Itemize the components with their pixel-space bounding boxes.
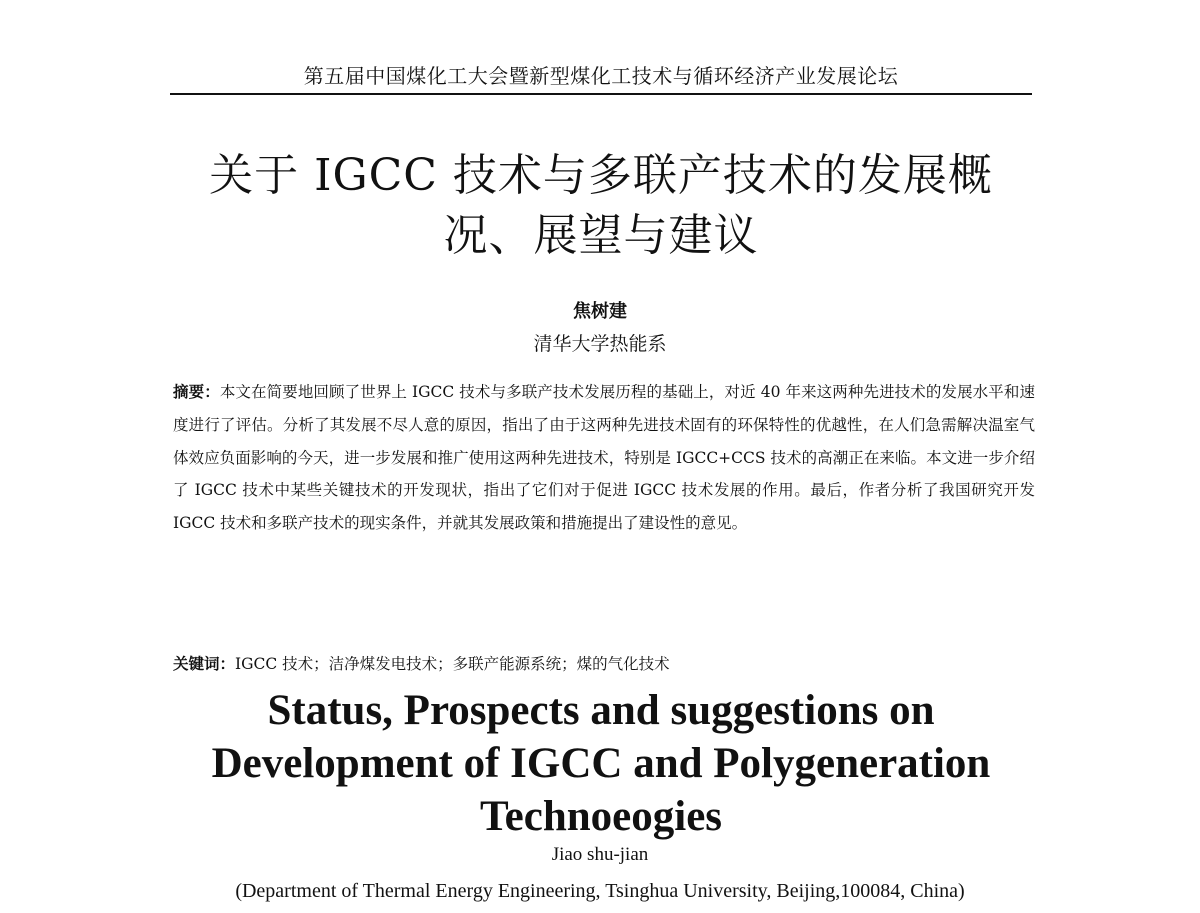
abstract-label: 摘要： [173, 382, 220, 401]
header-rule [170, 93, 1032, 95]
running-header: 第五届中国煤化工大会暨新型煤化工技术与循环经济产业发展论坛 [303, 64, 899, 88]
chinese-keywords [173, 652, 1035, 676]
chinese-title-line-1: 关于 IGCC 技术与多联产技术的发展概 [209, 150, 993, 201]
chinese-abstract [173, 376, 1035, 540]
english-affiliation: (Department of Thermal Energy Engineering, Tsinghua University, Beijing,100084, China) [235, 880, 965, 902]
english-author: Jiao shu-jian [551, 844, 649, 865]
chinese-title-line-2: 况、展望与建议 [443, 210, 759, 261]
chinese-affiliation: 清华大学热能系 [533, 333, 667, 355]
keywords-text: IGCC 技术；洁净煤发电技术；多联产能源系统；煤的气化技术 [235, 655, 670, 673]
abstract-text: 本文在简要地回顾了世界上 IGCC 技术与多联产技术发展历程的基础上，对近 40 年来这两种先进技术的发展水平和速度进行了评估。分析了其发展不尽人意的原因，指出了由于这两种先进技术固有的环保特性的优越性，在人们急需解决温室气体效应负面影响的今天，进一步发展和推广使用这两种先进技术，特别是 IGCC+CCS 技术的高潮正在来临。本文进一步介绍了 IGCC 技术中某些关键技术的开发现状，指出了它们对于促进 IGCC 技术发展的作用。最后，作者分析了我国研究开发 IGCC 技术和多联产技术的现实条件，并就其发展政策和措施提出了建设性的意见。 [173, 383, 1035, 533]
keywords-label: 关键词： [173, 654, 236, 673]
english-title-line-3: Technoeogies [479, 793, 723, 840]
chinese-title [120, 146, 1082, 266]
chinese-author: 焦树建 [573, 301, 627, 322]
english-title-line-1: Status, Prospects and suggestions on [267, 687, 935, 734]
english-title-line-2: Development of IGCC and Polygeneration [211, 740, 991, 787]
english-title [100, 684, 1102, 843]
